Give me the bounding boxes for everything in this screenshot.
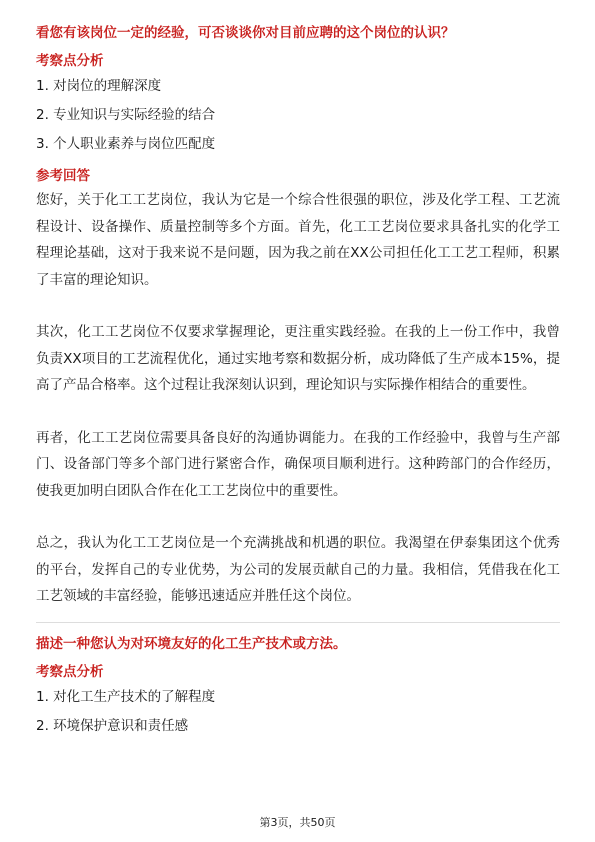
analysis-points-2: [36, 683, 560, 741]
question-1: 看您有该岗位一定的经验，可否谈谈你对目前应聘的这个岗位的认识？: [36, 25, 455, 41]
section-divider: [36, 622, 560, 623]
list-item: 1. 对岗位的理解深度: [36, 78, 162, 94]
list-item: 3. 个人职业素养与岗位匹配度: [36, 136, 216, 152]
answer-paragraph: 再者，化工工艺岗位需要具备良好的沟通协调能力。在我的工作经验中，我曾与生产部门、设备部门等多个部门进行紧密合作，确保项目顺利进行。这种跨部门的合作经历，使我更加明白团队合作在化工工艺岗位中的重要性。: [36, 429, 560, 499]
page-indicator: 第3页，共50页: [259, 816, 336, 829]
answer-paragraph: 总之，我认为化工工艺岗位是一个充满挑战和机遇的职位。我渴望在伊泰集团这个优秀的平台，发挥自己的专业优势，为公司的发展贡献自己的力量。我相信，凭借我在化工工艺领域的丰富经验，能够迅速适应并胜任这个岗位。: [36, 535, 560, 604]
answer-body-1: [36, 187, 560, 610]
answer-paragraph: 您好，关于化工工艺岗位，我认为它是一个综合性很强的职位，涉及化学工程、工艺流程设计、设备操作、质量控制等多个方面。首先，化工工艺岗位要求具备扎实的化学工程理论基础，这对于我来说不是问题，因为我之前在XX公司担任化工工艺工程师，积累了丰富的理论知识。: [36, 192, 560, 288]
answer-heading-1: 参考回答: [36, 168, 90, 184]
document-page: [36, 22, 560, 741]
analysis-heading-2: 考察点分析: [36, 663, 104, 680]
question-2: 描述一种您认为对环境友好的化工生产技术或方法。: [36, 635, 347, 652]
list-item: 2. 环境保护意识和责任感: [36, 717, 189, 734]
list-item: 1. 对化工生产技术的了解程度: [36, 688, 216, 705]
analysis-heading-1: 考察点分析: [36, 53, 104, 69]
analysis-points-1: [36, 72, 560, 159]
answer-paragraph: 其次，化工工艺岗位不仅要求掌握理论，更注重实践经验。在我的上一份工作中，我曾负责XX项目的工艺流程优化，通过实地考察和数据分析，成功降低了生产成本15%，提高了产品合格率。这个过程让我深刻认识到，理论知识与实际操作相结合的重要性。: [36, 324, 560, 393]
list-item: 2. 专业知识与实际经验的结合: [36, 107, 216, 123]
